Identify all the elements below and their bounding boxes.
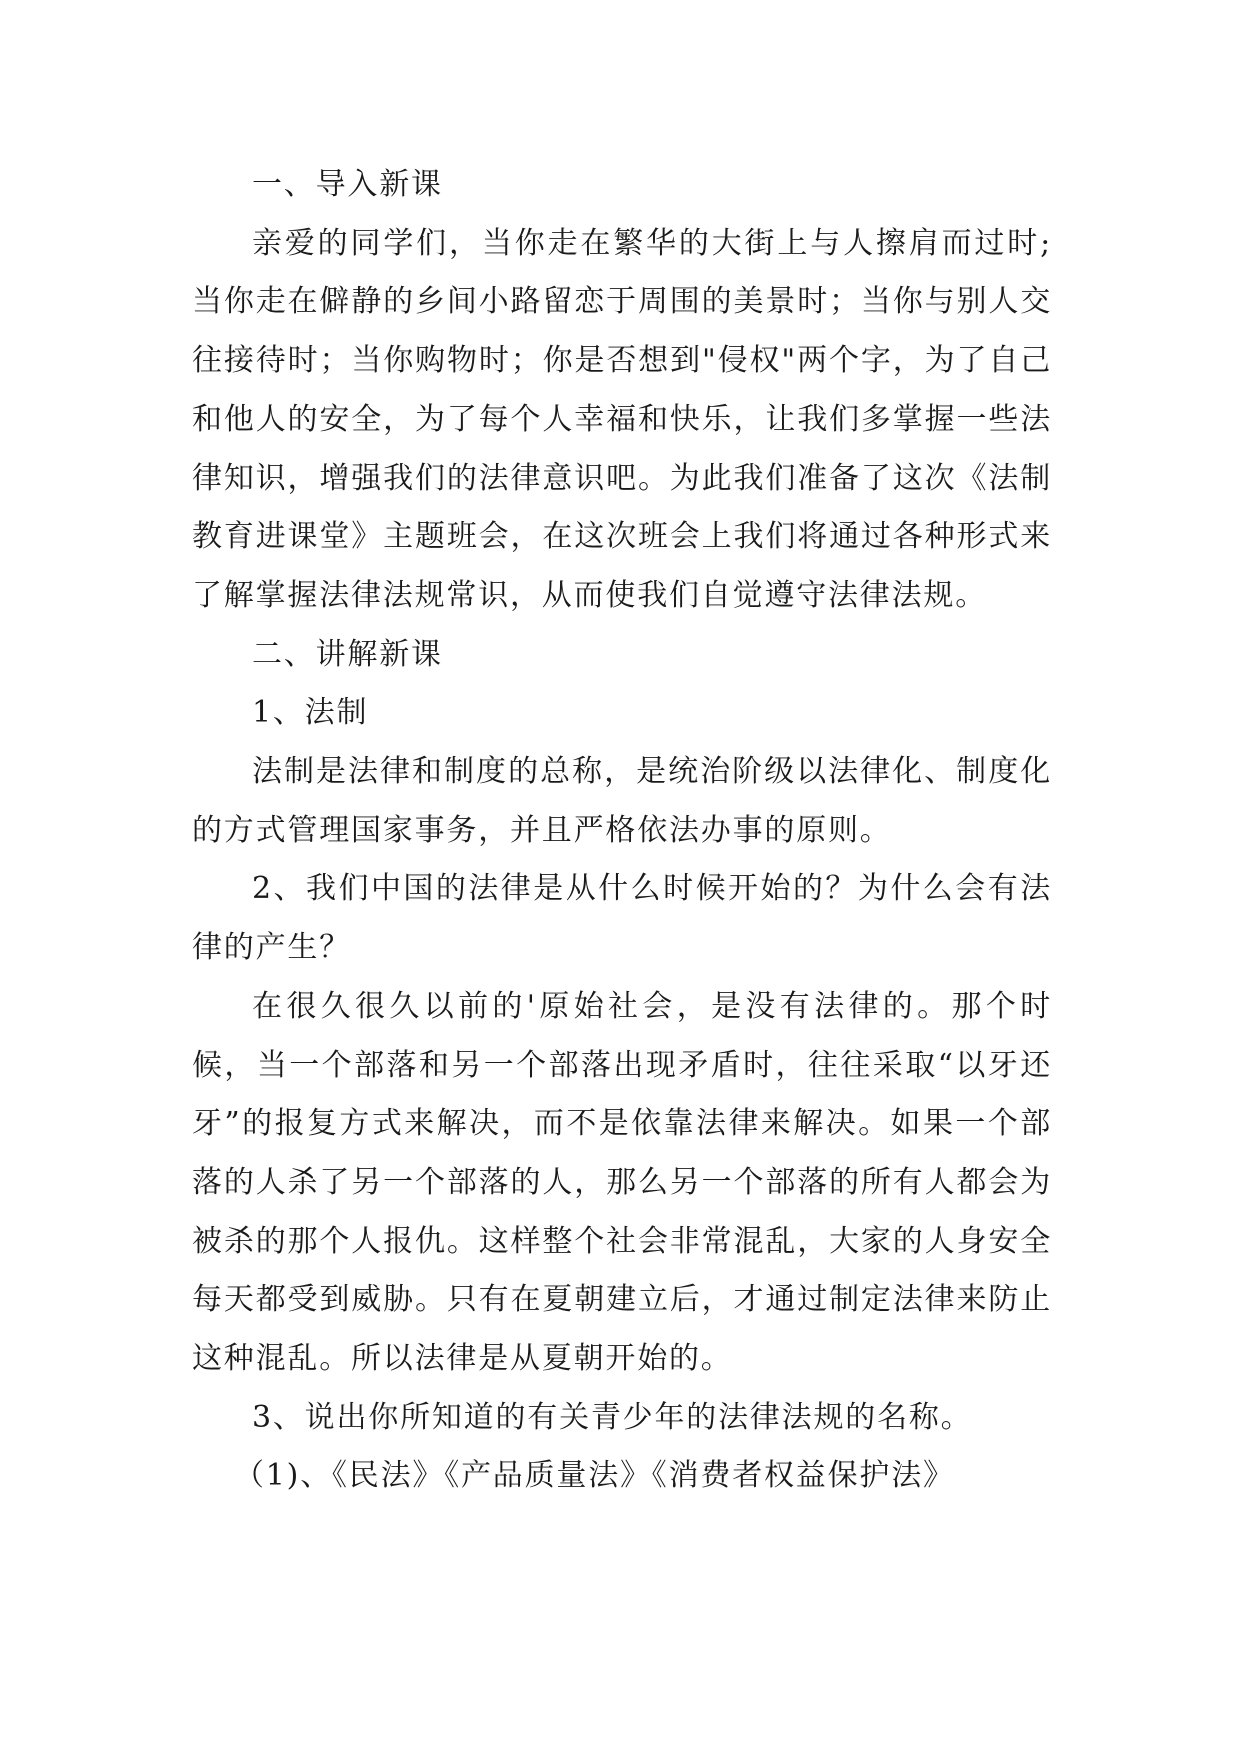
history-paragraph: 在很久很久以前的'原始社会，是没有法律的。那个时候，当一个部落和另一个部落出现矛盾时，往往采取“以牙还牙”的报复方式来解决，而不是依靠法律来解决。如果一个部落的人杀了另一个部落的人，那么另一个部落的所有人都会为被杀的那个人报仇。这样整个社会非常混乱，大家的人身安全每天都受到威胁。只有在夏朝建立后，才通过制定法律来防止这种混乱。所以法律是从夏朝开始的。	[192, 988, 1052, 1377]
section-heading-lesson: 二、讲解新课	[252, 636, 443, 672]
section-heading-intro: 一、导入新课	[252, 167, 443, 202]
laws-question-paragraph: 3、说出你所知道的有关青少年的法律法规的名称。	[252, 1399, 973, 1435]
definition-paragraph: 法制是法律和制度的总称，是统治阶级以法律化、制度化的方式管理国家事务，并且严格依法办事的原则。	[192, 754, 1052, 848]
document-page	[192, 156, 1052, 1506]
subheading-legal-system: 1、法制	[252, 695, 369, 731]
intro-paragraph: 亲爱的同学们，当你走在繁华的大街上与人擦肩而过时;当你走在僻静的乡间小路留恋于周围的美景时；当你与别人交往接待时；当你购物时；你是否想到"侵权"两个字，为了自己和他人的安全，为了每个人幸福和快乐，让我们多掌握一些法律知识，增强我们的法律意识吧。为此我们准备了这次《法制教育进课堂》主题班会，在这次班会上我们将通过各种形式来了解掌握法律法规常识，从而使我们自觉遵守法律法规。	[192, 225, 1052, 613]
question-paragraph: 2、我们中国的法律是从什么时候开始的？为什么会有法律的产生？	[192, 871, 1052, 966]
laws-list-item: （1)、《民法》《产品质量法》《消费者权益保护法》	[234, 1458, 955, 1494]
